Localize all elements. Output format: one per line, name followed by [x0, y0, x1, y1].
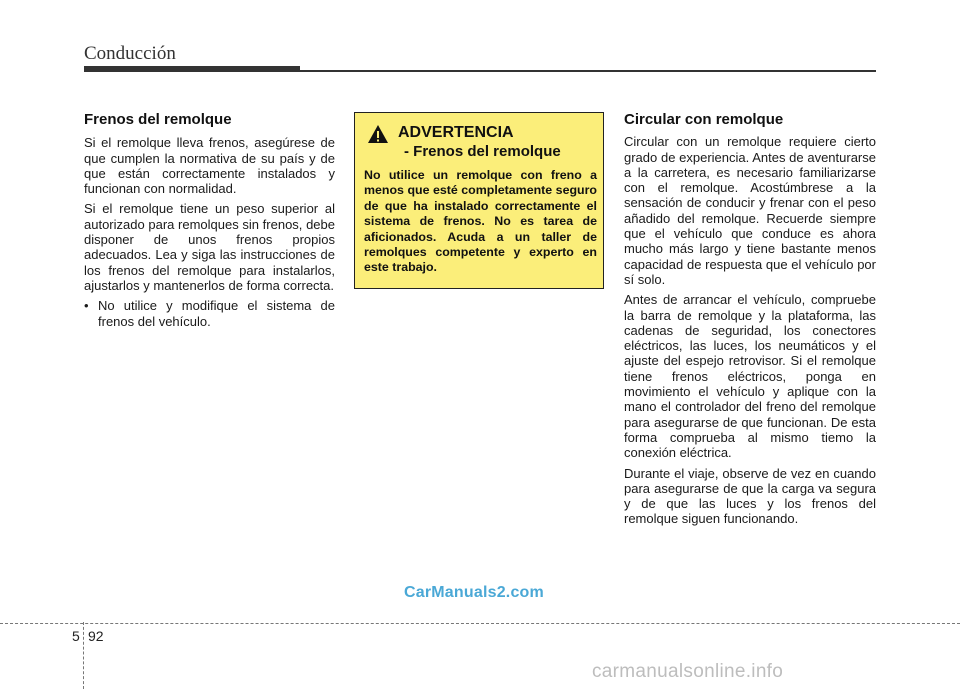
warning-triangle-icon [367, 124, 389, 144]
paragraph: Si el remolque lleva frenos, asegúrese de que cumplen la normativa de su país y de que están correctamente instalados y funcionan con normalidad. [84, 135, 335, 197]
warning-body: No utilice un remolque con freno a menos que esté completamente seguro de que ha instalado correctamente el sistema de frenos. No es tarea de aficionados. Acuda a un taller de remolques competente y experto en este trabajo. [364, 168, 597, 275]
paragraph: Antes de arrancar el vehículo, compruebe la barra de remolque y la plataforma, las cadenas de seguridad, los conectores eléctricos, las luces, los neumáticos y el ajuste del espejo retrovisor. Si el remolque tiene frenos eléctricos, ponga en movimiento el vehículo y aplique con la mano el controlador del freno del remolque para asegurarse de que funcionan. De esta forma comprueba al mismo tiemo la conexión eléctrica. [624, 292, 876, 461]
warning-title: ADVERTENCIA [398, 124, 514, 141]
page-section-title: Conducción [84, 43, 176, 64]
warning-subtitle: - Frenos del remolque [404, 143, 561, 160]
column-trailer-brakes [84, 112, 335, 329]
section-heading-trailer-brakes: Frenos del remolque [84, 111, 232, 128]
bullet-item [84, 298, 335, 329]
paragraph: Circular con un remolque requiere cierto grado de experiencia. Antes de aventurarse a la carretera, es necesario familiarizarse con el remolque. Acostúmbrese a la sensación de conducir y frenar con el peso añadido del remolque. Recuerde siempre que el vehículo que conduce es ahora mucho más largo y tiene bastante menos capacidad de respuesta que el vehículo por sí solo. [624, 134, 876, 287]
section-heading-towing: Circular con remolque [624, 111, 784, 128]
paragraph: Durante el viaje, observe de vez en cuando para asegurarse de que la carga va segura y de que las luces y los frenos del remolque siguen funcionando. [624, 465, 876, 527]
column-towing [624, 112, 876, 532]
bullet-dot: • [84, 298, 89, 314]
header-rule-thick [84, 66, 300, 72]
chapter-number: 5 [72, 628, 80, 644]
footer-vertical-divider [83, 622, 84, 689]
page-number: 92 [88, 628, 104, 644]
watermark-link[interactable]: CarManuals2.com [404, 584, 544, 601]
footer-brand-watermark: carmanualsonline.info [592, 661, 784, 682]
warning-box [354, 112, 604, 289]
bullet-text: No utilice y modifique el sistema de frenos del vehículo. [98, 298, 335, 329]
paragraph: Si el remolque tiene un peso superior al autorizado para remolques sin frenos, debe disponer de unos frenos propios adecuados. Lea y siga las instrucciones de los frenos del remolque para instalarlos, ajustarlos y mantenerlos de forma correcta. [84, 201, 335, 293]
footer-divider [0, 623, 960, 624]
header-rule-thin [300, 70, 876, 72]
warning-header [364, 123, 597, 163]
